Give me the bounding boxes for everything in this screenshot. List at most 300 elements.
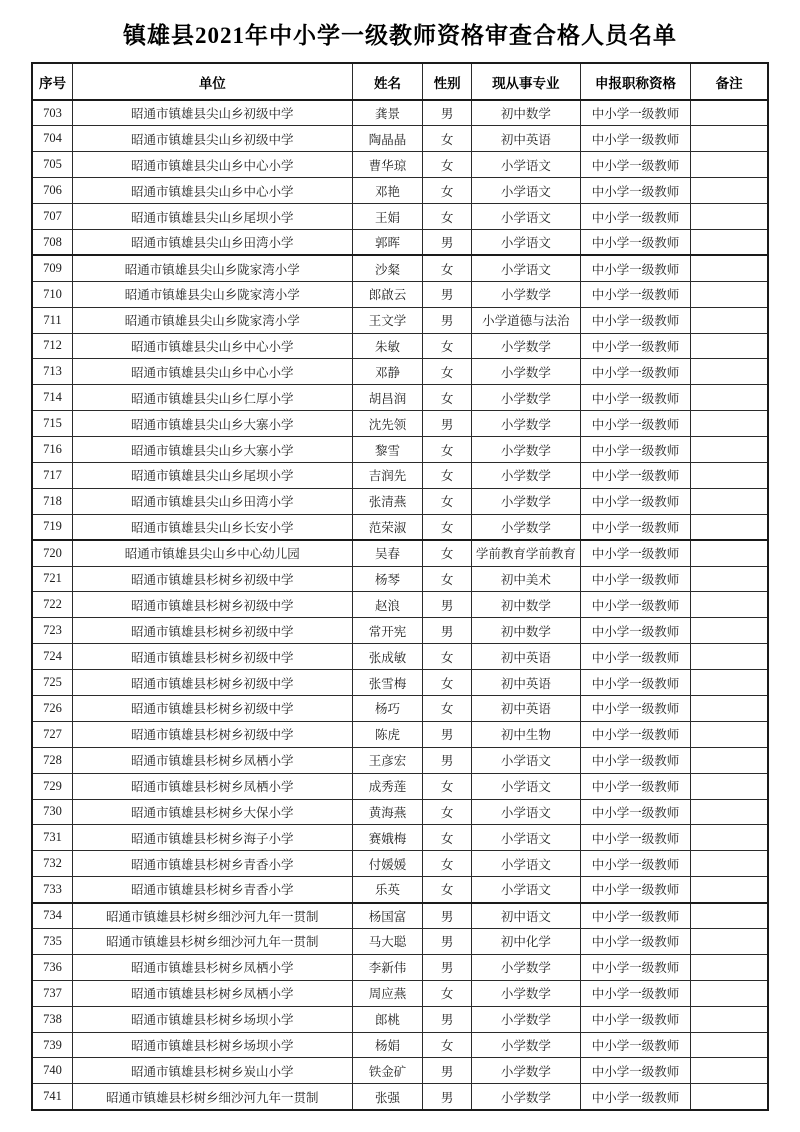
cell-profession: 小学语文 bbox=[471, 825, 580, 851]
cell-gender: 男 bbox=[423, 281, 472, 307]
cell-unit: 昭通市镇雄县杉树乡大保小学 bbox=[72, 799, 352, 825]
cell-gender: 男 bbox=[423, 954, 472, 980]
cell-seq: 718 bbox=[32, 488, 72, 514]
cell-profession: 小学数学 bbox=[471, 954, 580, 980]
cell-remark bbox=[691, 566, 768, 592]
cell-unit: 昭通市镇雄县尖山乡大寨小学 bbox=[72, 411, 352, 437]
cell-gender: 女 bbox=[423, 333, 472, 359]
table-row bbox=[32, 929, 768, 955]
table-row bbox=[32, 152, 768, 178]
cell-remark bbox=[691, 903, 768, 929]
cell-name: 陶晶晶 bbox=[352, 126, 423, 152]
cell-unit: 昭通市镇雄县杉树乡凤栖小学 bbox=[72, 773, 352, 799]
table-row bbox=[32, 462, 768, 488]
column-header-seq: 序号 bbox=[32, 63, 72, 100]
cell-profession: 小学语文 bbox=[471, 877, 580, 903]
cell-seq: 712 bbox=[32, 333, 72, 359]
cell-name: 曹华琼 bbox=[352, 152, 423, 178]
table-row bbox=[32, 825, 768, 851]
cell-remark bbox=[691, 514, 768, 540]
cell-name: 吴春 bbox=[352, 540, 423, 566]
table-row bbox=[32, 385, 768, 411]
cell-seq: 731 bbox=[32, 825, 72, 851]
cell-title-qualification: 中小学一级教师 bbox=[580, 514, 690, 540]
cell-remark bbox=[691, 747, 768, 773]
cell-seq: 739 bbox=[32, 1032, 72, 1058]
table-row bbox=[32, 954, 768, 980]
cell-unit: 昭通市镇雄县杉树乡细沙河九年一贯制 bbox=[72, 1084, 352, 1110]
table-header bbox=[32, 63, 768, 100]
cell-title-qualification: 中小学一级教师 bbox=[580, 566, 690, 592]
cell-name: 成秀莲 bbox=[352, 773, 423, 799]
cell-gender: 男 bbox=[423, 929, 472, 955]
cell-remark bbox=[691, 592, 768, 618]
table-row bbox=[32, 126, 768, 152]
cell-name: 郎桃 bbox=[352, 1006, 423, 1032]
cell-title-qualification: 中小学一级教师 bbox=[580, 1084, 690, 1110]
cell-gender: 女 bbox=[423, 514, 472, 540]
cell-profession: 小学语文 bbox=[471, 152, 580, 178]
column-header-profession: 现从事专业 bbox=[471, 63, 580, 100]
cell-remark bbox=[691, 100, 768, 126]
cell-profession: 小学数学 bbox=[471, 980, 580, 1006]
cell-gender: 男 bbox=[423, 592, 472, 618]
cell-profession: 初中英语 bbox=[471, 670, 580, 696]
column-header-remark: 备注 bbox=[691, 63, 768, 100]
cell-seq: 722 bbox=[32, 592, 72, 618]
cell-seq: 740 bbox=[32, 1058, 72, 1084]
cell-name: 邓艳 bbox=[352, 178, 423, 204]
cell-seq: 741 bbox=[32, 1084, 72, 1110]
cell-remark bbox=[691, 540, 768, 566]
cell-title-qualification: 中小学一级教师 bbox=[580, 670, 690, 696]
cell-unit: 昭通市镇雄县杉树乡凤栖小学 bbox=[72, 980, 352, 1006]
cell-remark bbox=[691, 385, 768, 411]
cell-gender: 女 bbox=[423, 488, 472, 514]
table-row bbox=[32, 592, 768, 618]
table-row bbox=[32, 903, 768, 929]
cell-seq: 706 bbox=[32, 178, 72, 204]
cell-remark bbox=[691, 281, 768, 307]
cell-seq: 738 bbox=[32, 1006, 72, 1032]
cell-remark bbox=[691, 618, 768, 644]
cell-seq: 729 bbox=[32, 773, 72, 799]
cell-name: 王娟 bbox=[352, 204, 423, 230]
cell-gender: 女 bbox=[423, 695, 472, 721]
table-row bbox=[32, 411, 768, 437]
cell-seq: 733 bbox=[32, 877, 72, 903]
cell-title-qualification: 中小学一级教师 bbox=[580, 255, 690, 281]
cell-profession: 小学语文 bbox=[471, 255, 580, 281]
cell-remark bbox=[691, 954, 768, 980]
table-row bbox=[32, 359, 768, 385]
table-row bbox=[32, 747, 768, 773]
cell-unit: 昭通市镇雄县杉树乡初级中学 bbox=[72, 721, 352, 747]
cell-remark bbox=[691, 1058, 768, 1084]
cell-profession: 初中英语 bbox=[471, 644, 580, 670]
cell-remark bbox=[691, 229, 768, 255]
cell-gender: 女 bbox=[423, 359, 472, 385]
cell-profession: 小学语文 bbox=[471, 178, 580, 204]
cell-name: 沈先领 bbox=[352, 411, 423, 437]
cell-seq: 714 bbox=[32, 385, 72, 411]
cell-gender: 男 bbox=[423, 618, 472, 644]
cell-gender: 女 bbox=[423, 255, 472, 281]
cell-unit: 昭通市镇雄县杉树乡炭山小学 bbox=[72, 1058, 352, 1084]
header-row bbox=[32, 63, 768, 100]
cell-seq: 703 bbox=[32, 100, 72, 126]
cell-profession: 小学道德与法治 bbox=[471, 307, 580, 333]
cell-profession: 小学数学 bbox=[471, 359, 580, 385]
cell-remark bbox=[691, 126, 768, 152]
cell-unit: 昭通市镇雄县尖山乡中心小学 bbox=[72, 178, 352, 204]
table-row bbox=[32, 281, 768, 307]
cell-remark bbox=[691, 773, 768, 799]
cell-name: 朱敏 bbox=[352, 333, 423, 359]
cell-gender: 男 bbox=[423, 100, 472, 126]
cell-gender: 女 bbox=[423, 540, 472, 566]
cell-profession: 小学数学 bbox=[471, 437, 580, 463]
cell-unit: 昭通市镇雄县杉树乡凤栖小学 bbox=[72, 747, 352, 773]
cell-seq: 716 bbox=[32, 437, 72, 463]
cell-remark bbox=[691, 488, 768, 514]
cell-title-qualification: 中小学一级教师 bbox=[580, 540, 690, 566]
table-row bbox=[32, 488, 768, 514]
cell-remark bbox=[691, 825, 768, 851]
cell-unit: 昭通市镇雄县杉树乡细沙河九年一贯制 bbox=[72, 903, 352, 929]
cell-unit: 昭通市镇雄县杉树乡细沙河九年一贯制 bbox=[72, 929, 352, 955]
cell-name: 邓静 bbox=[352, 359, 423, 385]
cell-unit: 昭通市镇雄县尖山乡陇家湾小学 bbox=[72, 281, 352, 307]
cell-seq: 736 bbox=[32, 954, 72, 980]
cell-seq: 737 bbox=[32, 980, 72, 1006]
cell-gender: 女 bbox=[423, 877, 472, 903]
cell-name: 杨巧 bbox=[352, 695, 423, 721]
cell-remark bbox=[691, 721, 768, 747]
cell-profession: 小学数学 bbox=[471, 1084, 580, 1110]
cell-title-qualification: 中小学一级教师 bbox=[580, 204, 690, 230]
cell-gender: 女 bbox=[423, 462, 472, 488]
cell-title-qualification: 中小学一级教师 bbox=[580, 980, 690, 1006]
cell-name: 赵浪 bbox=[352, 592, 423, 618]
cell-title-qualification: 中小学一级教师 bbox=[580, 411, 690, 437]
table-row bbox=[32, 178, 768, 204]
cell-seq: 719 bbox=[32, 514, 72, 540]
table-row bbox=[32, 980, 768, 1006]
cell-seq: 710 bbox=[32, 281, 72, 307]
cell-gender: 男 bbox=[423, 721, 472, 747]
cell-title-qualification: 中小学一级教师 bbox=[580, 1058, 690, 1084]
cell-profession: 小学语文 bbox=[471, 204, 580, 230]
cell-title-qualification: 中小学一级教师 bbox=[580, 281, 690, 307]
cell-title-qualification: 中小学一级教师 bbox=[580, 462, 690, 488]
cell-profession: 小学语文 bbox=[471, 747, 580, 773]
cell-unit: 昭通市镇雄县杉树乡青香小学 bbox=[72, 877, 352, 903]
cell-title-qualification: 中小学一级教师 bbox=[580, 851, 690, 877]
cell-title-qualification: 中小学一级教师 bbox=[580, 592, 690, 618]
table-row bbox=[32, 540, 768, 566]
table-row bbox=[32, 437, 768, 463]
cell-title-qualification: 中小学一级教师 bbox=[580, 229, 690, 255]
cell-name: 胡昌润 bbox=[352, 385, 423, 411]
cell-unit: 昭通市镇雄县尖山乡大寨小学 bbox=[72, 437, 352, 463]
cell-gender: 女 bbox=[423, 152, 472, 178]
cell-remark bbox=[691, 929, 768, 955]
cell-unit: 昭通市镇雄县尖山乡初级中学 bbox=[72, 100, 352, 126]
cell-remark bbox=[691, 1084, 768, 1110]
table-row bbox=[32, 618, 768, 644]
cell-seq: 717 bbox=[32, 462, 72, 488]
cell-gender: 女 bbox=[423, 851, 472, 877]
cell-unit: 昭通市镇雄县尖山乡初级中学 bbox=[72, 126, 352, 152]
cell-name: 杨国富 bbox=[352, 903, 423, 929]
cell-title-qualification: 中小学一级教师 bbox=[580, 695, 690, 721]
cell-gender: 男 bbox=[423, 903, 472, 929]
cell-unit: 昭通市镇雄县杉树乡场坝小学 bbox=[72, 1032, 352, 1058]
cell-unit: 昭通市镇雄县尖山乡中心小学 bbox=[72, 359, 352, 385]
cell-name: 常开宪 bbox=[352, 618, 423, 644]
cell-profession: 小学数学 bbox=[471, 333, 580, 359]
table-row bbox=[32, 307, 768, 333]
cell-profession: 初中数学 bbox=[471, 100, 580, 126]
cell-title-qualification: 中小学一级教师 bbox=[580, 773, 690, 799]
cell-title-qualification: 中小学一级教师 bbox=[580, 954, 690, 980]
cell-gender: 女 bbox=[423, 385, 472, 411]
cell-title-qualification: 中小学一级教师 bbox=[580, 721, 690, 747]
cell-profession: 小学数学 bbox=[471, 411, 580, 437]
table-row bbox=[32, 1006, 768, 1032]
cell-seq: 705 bbox=[32, 152, 72, 178]
cell-gender: 男 bbox=[423, 747, 472, 773]
cell-name: 马大聪 bbox=[352, 929, 423, 955]
cell-remark bbox=[691, 411, 768, 437]
cell-remark bbox=[691, 644, 768, 670]
cell-gender: 女 bbox=[423, 204, 472, 230]
cell-profession: 初中美术 bbox=[471, 566, 580, 592]
cell-remark bbox=[691, 1032, 768, 1058]
cell-profession: 初中英语 bbox=[471, 695, 580, 721]
cell-gender: 女 bbox=[423, 1032, 472, 1058]
cell-title-qualification: 中小学一级教师 bbox=[580, 152, 690, 178]
cell-gender: 男 bbox=[423, 307, 472, 333]
cell-name: 铁金矿 bbox=[352, 1058, 423, 1084]
cell-title-qualification: 中小学一级教师 bbox=[580, 644, 690, 670]
cell-gender: 女 bbox=[423, 825, 472, 851]
table-row bbox=[32, 1032, 768, 1058]
cell-name: 付媛媛 bbox=[352, 851, 423, 877]
cell-gender: 男 bbox=[423, 1084, 472, 1110]
cell-gender: 女 bbox=[423, 670, 472, 696]
table-row bbox=[32, 877, 768, 903]
cell-gender: 男 bbox=[423, 229, 472, 255]
cell-unit: 昭通市镇雄县杉树乡凤栖小学 bbox=[72, 954, 352, 980]
cell-seq: 732 bbox=[32, 851, 72, 877]
cell-seq: 707 bbox=[32, 204, 72, 230]
column-header-gender: 性别 bbox=[423, 63, 472, 100]
cell-gender: 男 bbox=[423, 1058, 472, 1084]
cell-profession: 初中英语 bbox=[471, 126, 580, 152]
cell-seq: 711 bbox=[32, 307, 72, 333]
cell-title-qualification: 中小学一级教师 bbox=[580, 437, 690, 463]
cell-unit: 昭通市镇雄县杉树乡初级中学 bbox=[72, 618, 352, 644]
cell-name: 张强 bbox=[352, 1084, 423, 1110]
cell-profession: 初中生物 bbox=[471, 721, 580, 747]
cell-unit: 昭通市镇雄县尖山乡中心小学 bbox=[72, 152, 352, 178]
cell-title-qualification: 中小学一级教师 bbox=[580, 1006, 690, 1032]
cell-unit: 昭通市镇雄县杉树乡初级中学 bbox=[72, 670, 352, 696]
qualified-personnel-table bbox=[31, 62, 769, 1111]
cell-name: 周应燕 bbox=[352, 980, 423, 1006]
cell-seq: 734 bbox=[32, 903, 72, 929]
cell-seq: 728 bbox=[32, 747, 72, 773]
cell-seq: 727 bbox=[32, 721, 72, 747]
cell-unit: 昭通市镇雄县尖山乡田湾小学 bbox=[72, 488, 352, 514]
cell-title-qualification: 中小学一级教师 bbox=[580, 618, 690, 644]
cell-title-qualification: 中小学一级教师 bbox=[580, 178, 690, 204]
cell-unit: 昭通市镇雄县杉树乡初级中学 bbox=[72, 592, 352, 618]
cell-unit: 昭通市镇雄县尖山乡陇家湾小学 bbox=[72, 307, 352, 333]
cell-remark bbox=[691, 437, 768, 463]
cell-name: 郭晖 bbox=[352, 229, 423, 255]
cell-seq: 724 bbox=[32, 644, 72, 670]
page-title: 镇雄县2021年中小学一级教师资格审查合格人员名单 bbox=[123, 23, 677, 48]
cell-remark bbox=[691, 799, 768, 825]
table-row bbox=[32, 333, 768, 359]
cell-gender: 女 bbox=[423, 799, 472, 825]
cell-name: 沙粲 bbox=[352, 255, 423, 281]
cell-unit: 昭通市镇雄县尖山乡仁厚小学 bbox=[72, 385, 352, 411]
table-body bbox=[32, 100, 768, 1110]
cell-gender: 男 bbox=[423, 1006, 472, 1032]
cell-remark bbox=[691, 333, 768, 359]
cell-gender: 女 bbox=[423, 126, 472, 152]
cell-profession: 小学数学 bbox=[471, 488, 580, 514]
column-header-unit: 单位 bbox=[72, 63, 352, 100]
cell-title-qualification: 中小学一级教师 bbox=[580, 385, 690, 411]
cell-remark bbox=[691, 152, 768, 178]
table-row bbox=[32, 514, 768, 540]
cell-remark bbox=[691, 980, 768, 1006]
cell-seq: 730 bbox=[32, 799, 72, 825]
cell-profession: 小学数学 bbox=[471, 1058, 580, 1084]
cell-title-qualification: 中小学一级教师 bbox=[580, 903, 690, 929]
table-row bbox=[32, 229, 768, 255]
cell-profession: 初中语文 bbox=[471, 903, 580, 929]
cell-gender: 女 bbox=[423, 437, 472, 463]
table-row bbox=[32, 1058, 768, 1084]
cell-profession: 小学数学 bbox=[471, 281, 580, 307]
cell-name: 黄海燕 bbox=[352, 799, 423, 825]
cell-unit: 昭通市镇雄县杉树乡初级中学 bbox=[72, 695, 352, 721]
cell-remark bbox=[691, 462, 768, 488]
cell-profession: 初中化学 bbox=[471, 929, 580, 955]
cell-name: 吉润先 bbox=[352, 462, 423, 488]
cell-title-qualification: 中小学一级教师 bbox=[580, 1032, 690, 1058]
table-row bbox=[32, 204, 768, 230]
cell-remark bbox=[691, 204, 768, 230]
cell-seq: 704 bbox=[32, 126, 72, 152]
cell-unit: 昭通市镇雄县尖山乡尾坝小学 bbox=[72, 204, 352, 230]
cell-gender: 男 bbox=[423, 411, 472, 437]
cell-remark bbox=[691, 255, 768, 281]
cell-name: 陈虎 bbox=[352, 721, 423, 747]
cell-unit: 昭通市镇雄县杉树乡初级中学 bbox=[72, 644, 352, 670]
table-row bbox=[32, 1084, 768, 1110]
cell-title-qualification: 中小学一级教师 bbox=[580, 359, 690, 385]
cell-title-qualification: 中小学一级教师 bbox=[580, 333, 690, 359]
cell-remark bbox=[691, 178, 768, 204]
cell-seq: 726 bbox=[32, 695, 72, 721]
cell-profession: 小学语文 bbox=[471, 229, 580, 255]
cell-profession: 学前教育学前教育 bbox=[471, 540, 580, 566]
cell-profession: 小学数学 bbox=[471, 385, 580, 411]
table-row bbox=[32, 566, 768, 592]
cell-remark bbox=[691, 695, 768, 721]
cell-profession: 小学数学 bbox=[471, 462, 580, 488]
cell-remark bbox=[691, 670, 768, 696]
cell-seq: 720 bbox=[32, 540, 72, 566]
cell-gender: 女 bbox=[423, 566, 472, 592]
cell-name: 范荣淑 bbox=[352, 514, 423, 540]
table-row bbox=[32, 100, 768, 126]
cell-title-qualification: 中小学一级教师 bbox=[580, 825, 690, 851]
cell-unit: 昭通市镇雄县杉树乡青香小学 bbox=[72, 851, 352, 877]
cell-name: 杨琴 bbox=[352, 566, 423, 592]
table-row bbox=[32, 670, 768, 696]
cell-unit: 昭通市镇雄县尖山乡田湾小学 bbox=[72, 229, 352, 255]
column-header-title-qualification: 申报职称资格 bbox=[580, 63, 690, 100]
cell-name: 王彦宏 bbox=[352, 747, 423, 773]
cell-gender: 女 bbox=[423, 644, 472, 670]
table-row bbox=[32, 851, 768, 877]
table-row bbox=[32, 255, 768, 281]
cell-remark bbox=[691, 877, 768, 903]
cell-seq: 721 bbox=[32, 566, 72, 592]
cell-title-qualification: 中小学一级教师 bbox=[580, 126, 690, 152]
cell-name: 张雪梅 bbox=[352, 670, 423, 696]
cell-seq: 713 bbox=[32, 359, 72, 385]
column-header-name: 姓名 bbox=[352, 63, 423, 100]
cell-remark bbox=[691, 307, 768, 333]
cell-profession: 初中数学 bbox=[471, 618, 580, 644]
cell-remark bbox=[691, 851, 768, 877]
cell-gender: 女 bbox=[423, 178, 472, 204]
cell-name: 张清燕 bbox=[352, 488, 423, 514]
cell-title-qualification: 中小学一级教师 bbox=[580, 307, 690, 333]
cell-name: 郎啟云 bbox=[352, 281, 423, 307]
cell-unit: 昭通市镇雄县尖山乡中心小学 bbox=[72, 333, 352, 359]
cell-unit: 昭通市镇雄县尖山乡中心幼儿园 bbox=[72, 540, 352, 566]
cell-unit: 昭通市镇雄县杉树乡场坝小学 bbox=[72, 1006, 352, 1032]
cell-seq: 715 bbox=[32, 411, 72, 437]
cell-remark bbox=[691, 359, 768, 385]
cell-remark bbox=[691, 1006, 768, 1032]
cell-name: 龚景 bbox=[352, 100, 423, 126]
cell-title-qualification: 中小学一级教师 bbox=[580, 929, 690, 955]
cell-seq: 723 bbox=[32, 618, 72, 644]
cell-name: 赛娥梅 bbox=[352, 825, 423, 851]
cell-name: 张成敏 bbox=[352, 644, 423, 670]
cell-title-qualification: 中小学一级教师 bbox=[580, 747, 690, 773]
cell-title-qualification: 中小学一级教师 bbox=[580, 877, 690, 903]
cell-profession: 小学语文 bbox=[471, 799, 580, 825]
cell-unit: 昭通市镇雄县杉树乡海子小学 bbox=[72, 825, 352, 851]
cell-title-qualification: 中小学一级教师 bbox=[580, 100, 690, 126]
table-row bbox=[32, 773, 768, 799]
table-row bbox=[32, 644, 768, 670]
cell-unit: 昭通市镇雄县尖山乡长安小学 bbox=[72, 514, 352, 540]
cell-name: 乐英 bbox=[352, 877, 423, 903]
